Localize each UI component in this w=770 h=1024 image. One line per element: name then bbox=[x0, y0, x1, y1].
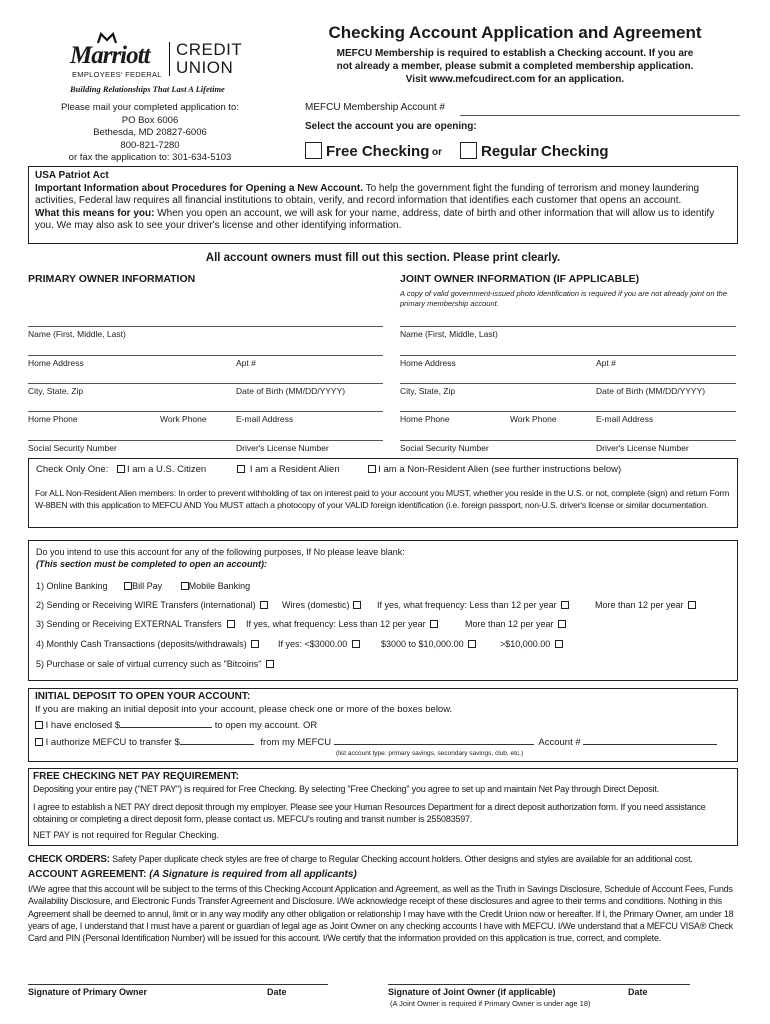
deposit-account-number-field[interactable] bbox=[583, 736, 717, 745]
deposit-enclosed-checkbox[interactable] bbox=[35, 721, 43, 729]
membership-notice-2: not already a member, please submit a completed membership application. bbox=[336, 61, 694, 72]
bill-pay-checkbox[interactable] bbox=[181, 582, 189, 590]
primary-address-field[interactable] bbox=[28, 355, 383, 356]
online-banking-checkbox[interactable] bbox=[124, 582, 132, 590]
primary-signature-label: Signature of Primary Owner bbox=[28, 987, 148, 997]
purpose-row-3: 3) Sending or Receiving EXTERNAL Transfers bbox=[36, 619, 235, 629]
joint-signature-field[interactable] bbox=[388, 984, 690, 985]
joint-date-label: Date bbox=[628, 987, 648, 997]
primary-name-field[interactable] bbox=[28, 326, 383, 327]
us-citizen-checkbox[interactable] bbox=[117, 465, 125, 473]
joint-city-field[interactable] bbox=[400, 383, 736, 384]
agreement-text: I/We agree that this account will be subject to the terms of this Checking Account Application and Agreement, as well as the Truth in Savings Disclosure, Schedule of Account Fees, Funds Availability Disclosure, and Electronic Funds Transfer Agreement and Disclosure. I/We acknowledge receipt of these disclosures and agree to their terms and conditions. Nothing in this Agreement shall be deemed to annul, limit or in any way modify any other obligation or relationship I may have with the Credit Union now or hereafter. If I, the Primary Owner, am under 18 years of age, I understand that I must have a parent or guardian of legal age as Joint Owner on any checking accounts I have with MEFCU. I/We understand that a MEFCU VISA® Check Card and PIN (Personal Identification Number) will be issued for this account. I/We certify that the information provided on this application is true, correct, and complete. bbox=[28, 884, 734, 944]
regular-checking-option[interactable] bbox=[460, 142, 609, 160]
joint-signature-label: Signature of Joint Owner (if applicable) bbox=[388, 987, 556, 997]
joint-ssn-field[interactable] bbox=[400, 440, 736, 441]
cash-under-3000-checkbox[interactable] bbox=[352, 640, 360, 648]
free-checking-label: Free Checking bbox=[326, 143, 430, 160]
purpose-row-2: 2) Sending or Receiving WIRE Transfers (international) bbox=[36, 600, 268, 610]
patriot-act-title: USA Patriot Act bbox=[35, 170, 109, 181]
virtual-currency-checkbox[interactable] bbox=[266, 660, 274, 668]
page-title: Checking Account Application and Agreement bbox=[328, 23, 702, 42]
check-orders: CHECK ORDERS: Safety Paper duplicate check styles are free of charge to Regular Checking account holders. Other designs and styles are available for an additional cost. bbox=[28, 854, 693, 865]
cash-over-10000-checkbox[interactable] bbox=[555, 640, 563, 648]
resident-alien-checkbox[interactable] bbox=[237, 465, 245, 473]
mail-instructions: Please mail your completed application to: PO Box 6006 Bethesda, MD 20827-6006 800-821-7280 or fax the application to: 301-634-5103 bbox=[61, 102, 239, 163]
deposit-transfer-row: I authorize MEFCU to transfer $ from my MEFCU Account # bbox=[35, 736, 717, 748]
deposit-enclosed-row: I have enclosed $ to open my account. OR bbox=[35, 719, 317, 731]
regular-checking-checkbox[interactable] bbox=[460, 142, 477, 159]
logo-tagline: Building Relationships That Last A Lifetime bbox=[70, 84, 225, 94]
external-more-than-12-checkbox[interactable] bbox=[558, 620, 566, 628]
purposes-intro: Do you intend to use this account for any of the following purposes, If No please leave blank: bbox=[36, 547, 405, 557]
primary-owner-title: PRIMARY OWNER INFORMATION bbox=[28, 273, 196, 285]
joint-owner-note: A copy of valid government-issued photo identification is required if you are not already joint on the primary membership account. bbox=[400, 289, 727, 308]
cash-transactions-checkbox[interactable] bbox=[251, 640, 259, 648]
joint-name-field[interactable] bbox=[400, 326, 736, 327]
membership-notice-1: MEFCU Membership is required to establish a Checking account. If you are bbox=[336, 48, 694, 59]
membership-notice-3: Visit www.mefcudirect.com for an application. bbox=[405, 74, 625, 85]
deposit-account-type-hint: (list account type: primary savings, secondary savings, club, etc.) bbox=[336, 750, 524, 757]
purpose-row-1: 1) Online Banking Bill Pay Mobile Banking bbox=[36, 581, 251, 591]
primary-city-field[interactable] bbox=[28, 383, 383, 384]
primary-phone-field[interactable] bbox=[28, 411, 383, 412]
joint-phone-field[interactable] bbox=[400, 411, 736, 412]
external-less-than-12-checkbox[interactable] bbox=[430, 620, 438, 628]
net-pay-title: FREE CHECKING NET PAY REQUIREMENT: bbox=[33, 771, 239, 782]
logo-divider bbox=[169, 42, 170, 76]
wire-more-than-12-checkbox[interactable] bbox=[688, 601, 696, 609]
wire-international-checkbox[interactable] bbox=[260, 601, 268, 609]
membership-account-field[interactable] bbox=[460, 115, 740, 116]
patriot-act-section: USA Patriot Act Important Information about Procedures for Opening a New Account. To help the government fight the funding of terrorism and money laundering activities, Federal law requires all financial institutions to obtain, verify, and record information that identifies each customer that opens an account. What this means for you: When you open an account, we will ask for your name, address, date of birth and other information that will allow us to identify you. We may also ask to see your driver's license and other identifying information. bbox=[35, 170, 731, 233]
joint-address-field[interactable] bbox=[400, 355, 736, 356]
logo-brand: Marriott bbox=[70, 42, 150, 69]
non-resident-instructions: For ALL Non-Resident Alien members: In order to prevent withholding of tax on interest paid to your account you MUST, whether you reside in the U.S. or not, complete (sign) and return Form W-8BEN with this application to MEFCU AND You MUST attach a photocopy of your VALID foreign identification (i.e. foreign passport, non-U.S. driver's license or similar documentation. bbox=[35, 488, 730, 510]
purpose-row-4: 4) Monthly Cash Transactions (deposits/withdrawals) bbox=[36, 639, 259, 649]
logo-credit: CREDIT bbox=[176, 40, 243, 59]
purposes-required: (This section must be completed to open an account): bbox=[36, 559, 268, 569]
net-pay-text-1: Depositing your entire pay ("NET PAY") is required for Free Checking. By selecting "Free Checking" you agree to set up and maintain Net Pay through Direct Deposit. bbox=[33, 784, 659, 794]
agreement-heading: ACCOUNT AGREEMENT: (A Signature is required from all applicants) bbox=[28, 869, 357, 880]
joint-owner-title: JOINT OWNER INFORMATION (IF APPLICABLE) bbox=[400, 273, 640, 285]
net-pay-text-2: I agree to establish a NET PAY direct deposit through my employer. Please see your Human Resources Department for a direct deposit authorization form. If you need assistance obtaining or completing a direct deposit form, please contact us. MEFCU's routing and transit number is 255083597. bbox=[33, 802, 706, 824]
free-checking-option[interactable] bbox=[305, 142, 429, 160]
purpose-row-5: 5) Purchase or sale of virtual currency such as "Bitcoins" bbox=[36, 659, 274, 669]
deposit-account-type-field[interactable] bbox=[334, 736, 534, 745]
wire-domestic-checkbox[interactable] bbox=[353, 601, 361, 609]
joint-signature-note: (A Joint Owner is required if Primary Owner is under age 18) bbox=[390, 999, 591, 1008]
membership-account-label: MEFCU Membership Account # bbox=[305, 102, 446, 113]
external-transfer-checkbox[interactable] bbox=[227, 620, 235, 628]
logo-employees: EMPLOYEES' FEDERAL bbox=[72, 70, 162, 79]
select-account-label: Select the account you are opening: bbox=[305, 121, 477, 132]
owners-heading: All account owners must fill out this section. Please print clearly. bbox=[205, 252, 561, 264]
net-pay-text-3: NET PAY is not required for Regular Checking. bbox=[33, 830, 219, 840]
citizenship-options: Check Only One: I am a U.S. Citizen I am a Resident Alien I am a Non-Resident Alien (see further instructions below) bbox=[36, 464, 622, 475]
logo-union: UNION bbox=[176, 58, 234, 77]
free-checking-checkbox[interactable] bbox=[305, 142, 322, 159]
primary-signature-field[interactable] bbox=[28, 984, 328, 985]
initial-deposit-title: INITIAL DEPOSIT TO OPEN YOUR ACCOUNT: bbox=[35, 691, 251, 702]
deposit-enclosed-amount-field[interactable] bbox=[120, 719, 212, 728]
wire-less-than-12-checkbox[interactable] bbox=[561, 601, 569, 609]
primary-ssn-field[interactable] bbox=[28, 440, 383, 441]
cash-3000-10000-checkbox[interactable] bbox=[468, 640, 476, 648]
logo bbox=[66, 32, 246, 96]
deposit-transfer-checkbox[interactable] bbox=[35, 738, 43, 746]
or-label: or bbox=[432, 147, 442, 158]
initial-deposit-intro: If you are making an initial deposit into your account, please check one or more of the boxes below. bbox=[35, 704, 453, 715]
primary-date-label: Date bbox=[267, 987, 287, 997]
deposit-transfer-amount-field[interactable] bbox=[180, 736, 254, 745]
regular-checking-label: Regular Checking bbox=[481, 143, 609, 160]
non-resident-alien-checkbox[interactable] bbox=[368, 465, 376, 473]
